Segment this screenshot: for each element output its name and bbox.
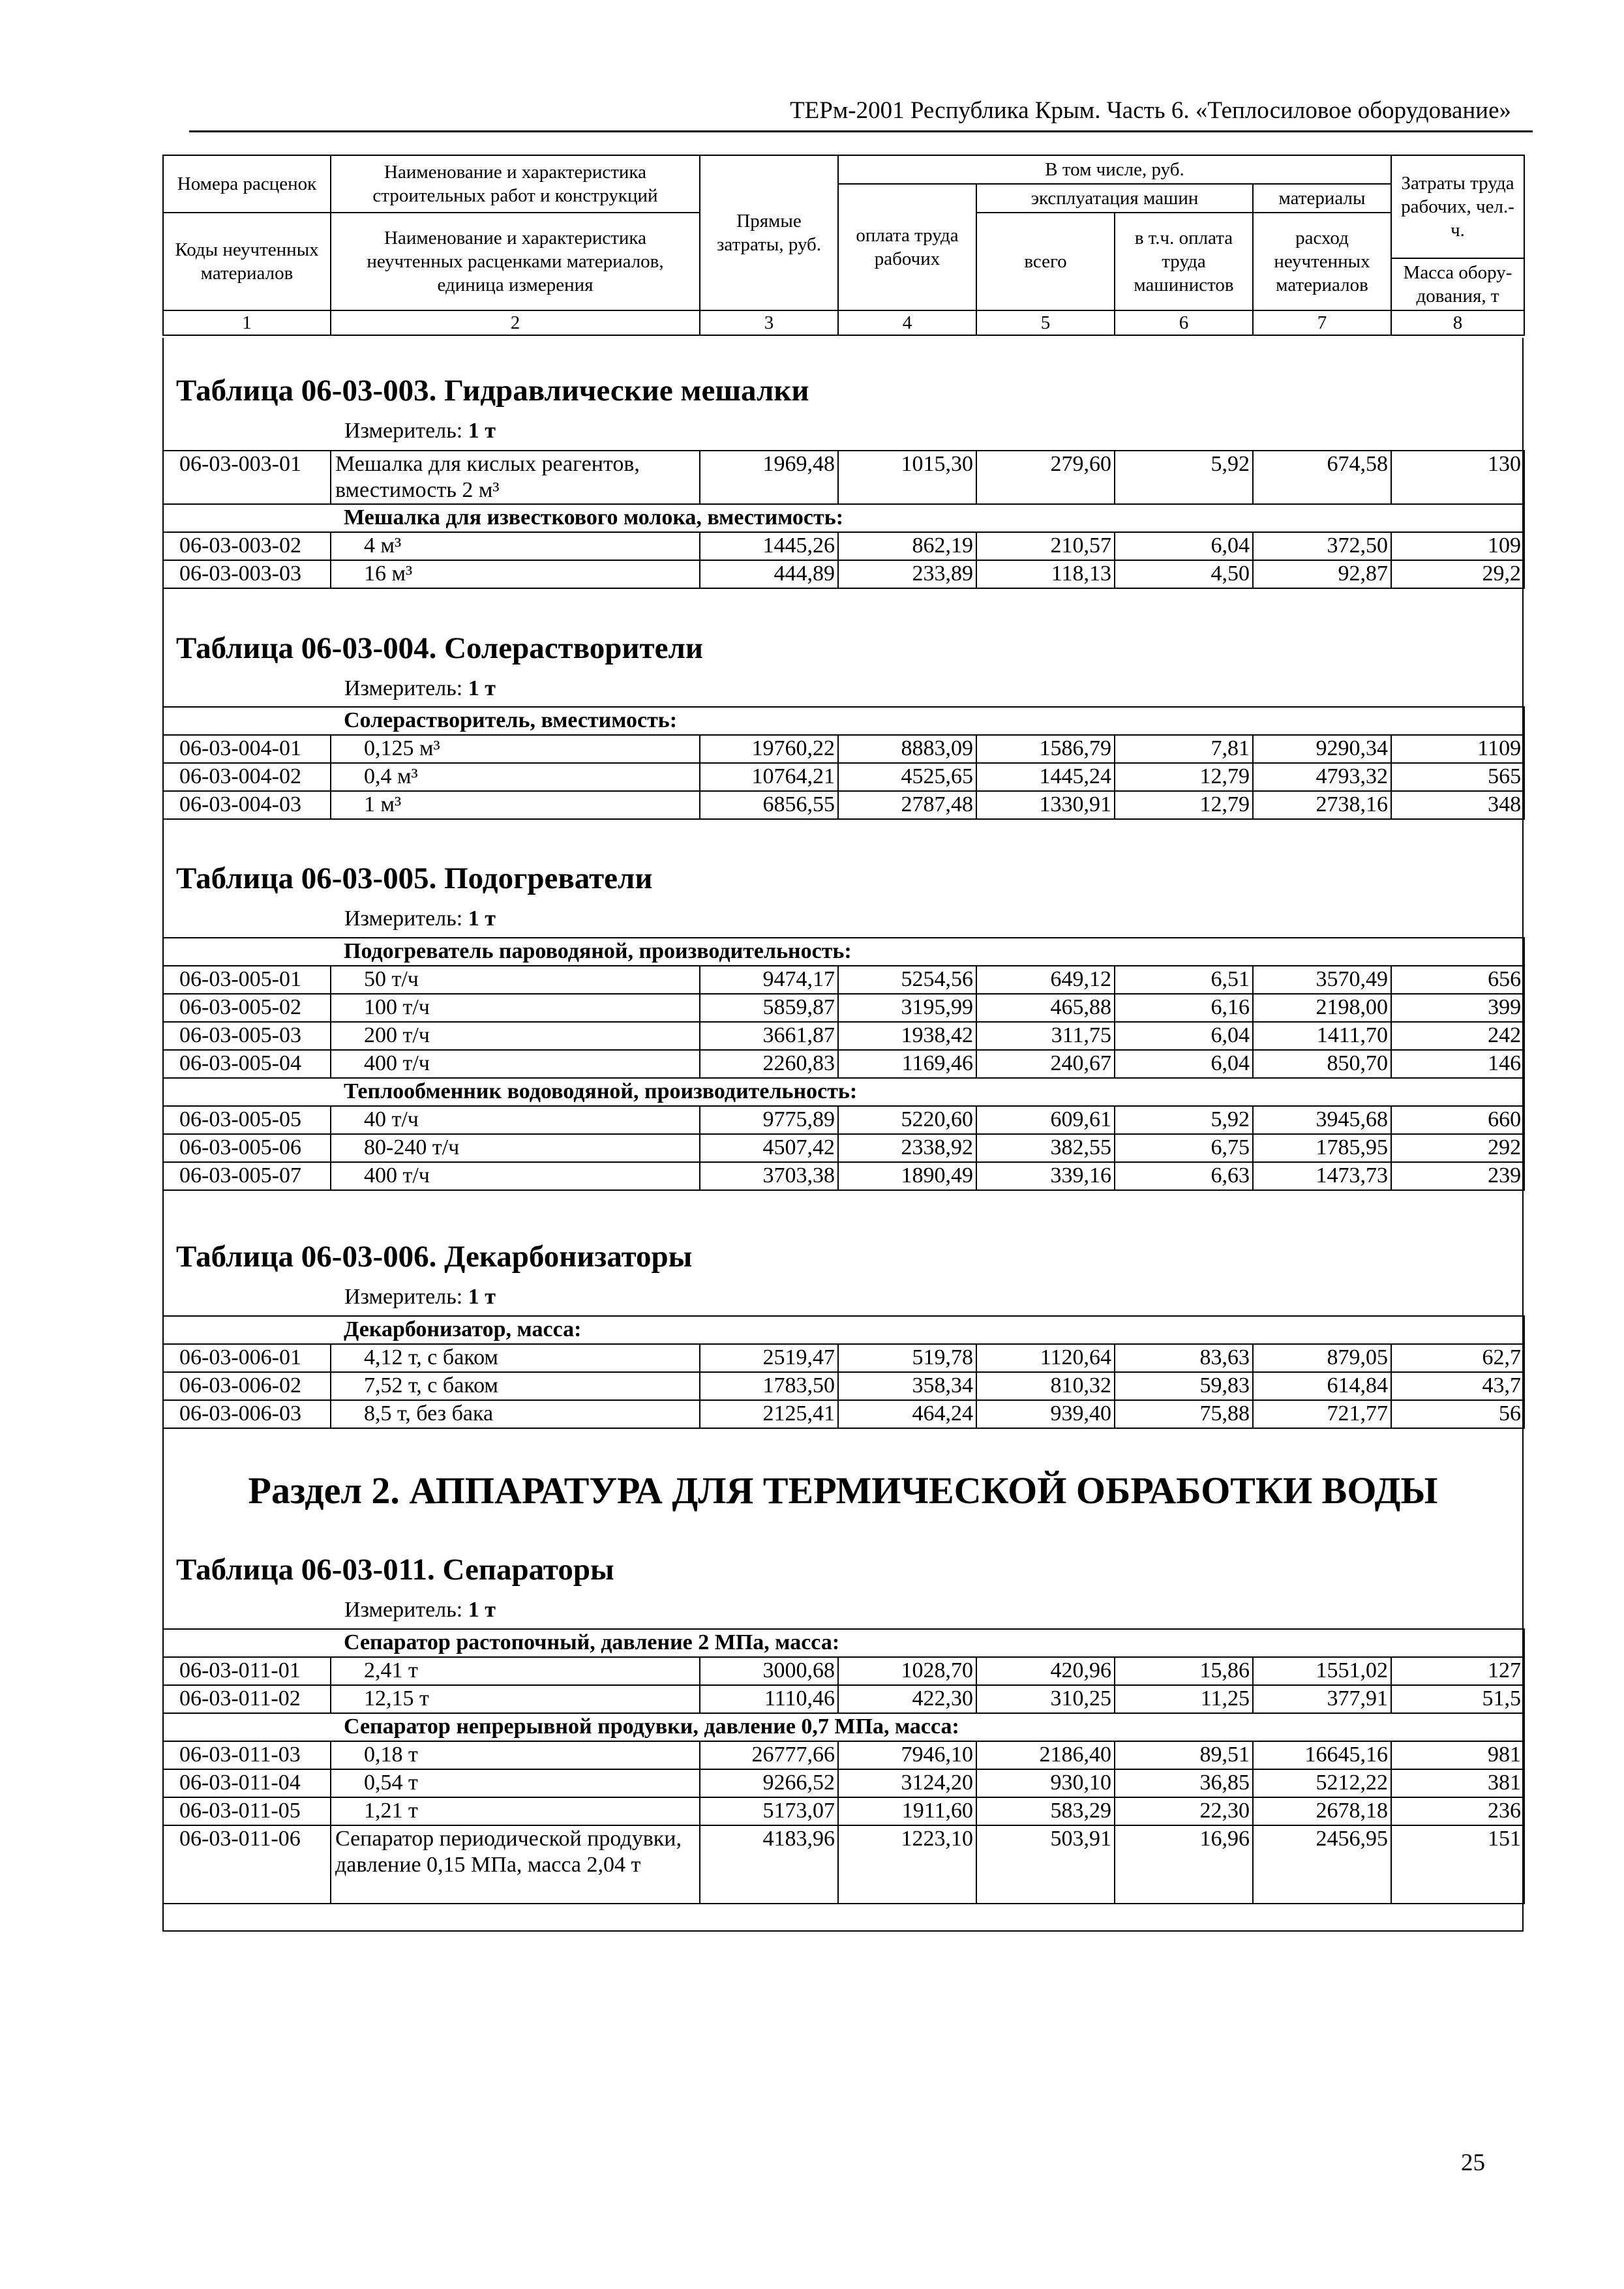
machinists-labor: 22,30	[1115, 1797, 1253, 1825]
labor-cost: 464,24	[838, 1400, 976, 1428]
col-number: 4	[838, 310, 976, 335]
col3-header: Прямые затраты, руб.	[700, 155, 838, 310]
group-label: Теплообменник водоводяной, производительность:	[163, 1078, 1524, 1106]
direct-cost: 3000,68	[700, 1657, 838, 1685]
labor-cost: 1015,30	[838, 451, 976, 504]
materials-cost: 850,70	[1253, 1050, 1391, 1078]
rate-name: 7,52 т, с баком	[331, 1372, 700, 1400]
rate-code: 06-03-003-02	[163, 532, 331, 560]
labor-cost: 233,89	[838, 560, 976, 588]
machinists-labor: 83,63	[1115, 1344, 1253, 1372]
col-number: 1	[163, 310, 331, 335]
rate-name: 1,21 т	[331, 1797, 700, 1825]
machines-total: 382,55	[976, 1134, 1115, 1162]
rate-name: 2,41 т	[331, 1657, 700, 1685]
rate-name: 1 м³	[331, 791, 700, 819]
machinists-labor: 36,85	[1115, 1769, 1253, 1797]
table-row	[163, 1022, 1524, 1050]
materials-cost: 1473,73	[1253, 1162, 1391, 1190]
rate-name: 8,5 т, без бака	[331, 1400, 700, 1428]
running-header: ТЕРм-2001 Республика Крым. Часть 6. «Теплосиловое оборудование»	[790, 97, 1511, 124]
labor-cost: 358,34	[838, 1372, 976, 1400]
labor-hours: 656	[1391, 966, 1524, 994]
table-row	[163, 1685, 1524, 1713]
table-row	[163, 1134, 1524, 1162]
machines-total: 1445,24	[976, 763, 1115, 791]
machinists-labor: 6,04	[1115, 1050, 1253, 1078]
machinists-labor: 89,51	[1115, 1741, 1253, 1769]
machinists-labor: 59,83	[1115, 1372, 1253, 1400]
rate-name: 80-240 т/ч	[331, 1134, 700, 1162]
rate-code: 06-03-005-03	[163, 1022, 331, 1050]
direct-cost: 5859,87	[700, 994, 838, 1022]
rate-code: 06-03-005-07	[163, 1162, 331, 1190]
direct-cost: 1783,50	[700, 1372, 838, 1400]
materials-cost: 2678,18	[1253, 1797, 1391, 1825]
machines-total: 465,88	[976, 994, 1115, 1022]
labor-cost: 1911,60	[838, 1797, 976, 1825]
group-row	[163, 1629, 1524, 1657]
col5-header: всего	[976, 213, 1115, 310]
labor-cost: 8883,09	[838, 735, 976, 763]
labor-cost: 1890,49	[838, 1162, 976, 1190]
rate-name: 0,4 м³	[331, 763, 700, 791]
labor-cost: 3195,99	[838, 994, 976, 1022]
labor-hours: 1109	[1391, 735, 1524, 763]
group-label: Сепаратор растопочный, давление 2 МПа, масса:	[163, 1629, 1524, 1657]
materials-cost: 2198,00	[1253, 994, 1391, 1022]
rate-code: 06-03-003-01	[163, 451, 331, 504]
materials-cost: 1411,70	[1253, 1022, 1391, 1050]
rate-name: 200 т/ч	[331, 1022, 700, 1050]
table-row	[163, 1400, 1524, 1428]
materials-cost: 614,84	[1253, 1372, 1391, 1400]
rate-name: 50 т/ч	[331, 966, 700, 994]
machines-total: 583,29	[976, 1797, 1115, 1825]
direct-cost: 3661,87	[700, 1022, 838, 1050]
machines-total: 118,13	[976, 560, 1115, 588]
materials-cost: 372,50	[1253, 532, 1391, 560]
table-title: Таблица 06-03-011. Сепараторы	[176, 1553, 614, 1587]
labor-hours: 348	[1391, 791, 1524, 819]
labor-hours: 151	[1391, 1825, 1524, 1904]
col1-header-top: Номера расценок	[163, 155, 331, 213]
materials-cost: 3945,68	[1253, 1106, 1391, 1134]
machinists-labor: 75,88	[1115, 1400, 1253, 1428]
materials-cost: 9290,34	[1253, 735, 1391, 763]
column-header-table	[162, 155, 1525, 336]
rates-table	[162, 450, 1525, 589]
table-row	[163, 1106, 1524, 1134]
rate-code: 06-03-011-06	[163, 1825, 331, 1904]
labor-hours: 981	[1391, 1741, 1524, 1769]
rate-code: 06-03-006-01	[163, 1344, 331, 1372]
group-row	[163, 707, 1524, 735]
table-row	[163, 1372, 1524, 1400]
materials-cost: 2738,16	[1253, 791, 1391, 819]
page-number: 25	[1461, 2149, 1485, 2176]
machines-total: 2186,40	[976, 1741, 1115, 1769]
rate-code: 06-03-006-03	[163, 1400, 331, 1428]
labor-hours: 130	[1391, 451, 1524, 504]
machinists-labor: 16,96	[1115, 1825, 1253, 1904]
labor-cost: 1223,10	[838, 1825, 976, 1904]
machines-total: 1586,79	[976, 735, 1115, 763]
table-row	[163, 966, 1524, 994]
materials-cost: 1551,02	[1253, 1657, 1391, 1685]
group-row	[163, 504, 1524, 532]
unit-line: Измеритель: 1 т	[344, 676, 496, 700]
labor-cost: 1169,46	[838, 1050, 976, 1078]
rate-name: Мешалка для кислых реагентов, вместимость 2 м³	[331, 451, 700, 504]
rate-code: 06-03-011-02	[163, 1685, 331, 1713]
labor-cost: 5220,60	[838, 1106, 976, 1134]
materials-cost: 674,58	[1253, 451, 1391, 504]
header-rule	[189, 130, 1533, 132]
machinists-labor: 12,79	[1115, 791, 1253, 819]
materials-cost: 2456,95	[1253, 1825, 1391, 1904]
labor-hours: 62,7	[1391, 1344, 1524, 1372]
labor-hours: 292	[1391, 1134, 1524, 1162]
unit-line: Измеритель: 1 т	[344, 419, 496, 443]
labor-hours: 242	[1391, 1022, 1524, 1050]
rate-code: 06-03-005-01	[163, 966, 331, 994]
group-label: Мешалка для известкового молока, вместимость:	[163, 504, 1524, 532]
labor-cost: 5254,56	[838, 966, 976, 994]
direct-cost: 1445,26	[700, 532, 838, 560]
materials-cost: 721,77	[1253, 1400, 1391, 1428]
materials-cost: 377,91	[1253, 1685, 1391, 1713]
direct-cost: 2519,47	[700, 1344, 838, 1372]
direct-cost: 2260,83	[700, 1050, 838, 1078]
direct-cost: 5173,07	[700, 1797, 838, 1825]
unit-line: Измеритель: 1 т	[344, 906, 496, 931]
labor-hours: 236	[1391, 1797, 1524, 1825]
machinists-labor: 4,50	[1115, 560, 1253, 588]
direct-cost: 444,89	[700, 560, 838, 588]
col8-header-top: Затраты труда рабочих, чел.-ч.	[1391, 155, 1524, 258]
machines-total: 279,60	[976, 451, 1115, 504]
col1-header-bottom: Коды неучтенных материалов	[163, 213, 331, 310]
labor-hours: 56	[1391, 1400, 1524, 1428]
machines-total: 930,10	[976, 1769, 1115, 1797]
machines-total: 310,25	[976, 1685, 1115, 1713]
rate-code: 06-03-003-03	[163, 560, 331, 588]
labor-hours: 399	[1391, 994, 1524, 1022]
col-number: 6	[1115, 310, 1253, 335]
machines-total: 210,57	[976, 532, 1115, 560]
labor-hours: 29,2	[1391, 560, 1524, 588]
table-row	[163, 1741, 1524, 1769]
col-number: 8	[1391, 310, 1524, 335]
rates-table	[162, 706, 1525, 820]
table-row	[163, 1657, 1524, 1685]
machinists-labor: 6,16	[1115, 994, 1253, 1022]
table-title: Таблица 06-03-004. Солерастворители	[176, 631, 703, 665]
part-title: Раздел 2. АППАРАТУРА ДЛЯ ТЕРМИЧЕСКОЙ ОБРАБОТКИ ВОДЫ	[248, 1469, 1438, 1512]
col7-header: расход неучтенных материалов	[1253, 213, 1391, 310]
direct-cost: 1110,46	[700, 1685, 838, 1713]
machines-total: 503,91	[976, 1825, 1115, 1904]
materials-cost: 879,05	[1253, 1344, 1391, 1372]
rate-name: 40 т/ч	[331, 1106, 700, 1134]
table-row	[163, 1050, 1524, 1078]
rate-code: 06-03-005-06	[163, 1134, 331, 1162]
table-title: Таблица 06-03-006. Декарбонизаторы	[176, 1240, 693, 1274]
col6-header: в т.ч. оплата труда машинистов	[1115, 213, 1253, 310]
rate-code: 06-03-011-01	[163, 1657, 331, 1685]
table-row	[163, 1769, 1524, 1797]
labor-cost: 3124,20	[838, 1769, 976, 1797]
machinists-labor: 6,51	[1115, 966, 1253, 994]
labor-cost: 519,78	[838, 1344, 976, 1372]
machinists-labor: 12,79	[1115, 763, 1253, 791]
labor-cost: 1938,42	[838, 1022, 976, 1050]
col8-header-bottom: Масса обору-дования, т	[1391, 258, 1524, 310]
rate-name: 16 м³	[331, 560, 700, 588]
table-row	[163, 451, 1524, 504]
group-label: Сепаратор непрерывной продувки, давление 0,7 МПа, масса:	[163, 1713, 1524, 1741]
machines-total: 339,16	[976, 1162, 1115, 1190]
col-number: 3	[700, 310, 838, 335]
machines-total: 649,12	[976, 966, 1115, 994]
table-row	[163, 532, 1524, 560]
direct-cost: 3703,38	[700, 1162, 838, 1190]
rate-code: 06-03-011-05	[163, 1797, 331, 1825]
rate-code: 06-03-006-02	[163, 1372, 331, 1400]
direct-cost: 9474,17	[700, 966, 838, 994]
rate-code: 06-03-004-03	[163, 791, 331, 819]
direct-cost: 6856,55	[700, 791, 838, 819]
rate-code: 06-03-011-04	[163, 1769, 331, 1797]
machinists-labor: 6,63	[1115, 1162, 1253, 1190]
table-title: Таблица 06-03-003. Гидравлические мешалки	[176, 374, 809, 408]
labor-cost: 2787,48	[838, 791, 976, 819]
materials-cost: 4793,32	[1253, 763, 1391, 791]
machines-header: эксплуатация машин	[976, 184, 1253, 213]
labor-hours: 239	[1391, 1162, 1524, 1190]
rate-code: 06-03-005-04	[163, 1050, 331, 1078]
materials-cost: 1785,95	[1253, 1134, 1391, 1162]
materials-cost: 16645,16	[1253, 1741, 1391, 1769]
rate-name: 100 т/ч	[331, 994, 700, 1022]
col2-header-top: Наименование и характеристика строительных работ и конструкций	[331, 155, 700, 213]
unit-line: Измеритель: 1 т	[344, 1598, 496, 1622]
labor-cost: 1028,70	[838, 1657, 976, 1685]
labor-hours: 381	[1391, 1769, 1524, 1797]
rate-name: 0,18 т	[331, 1741, 700, 1769]
direct-cost: 1969,48	[700, 451, 838, 504]
machines-total: 810,32	[976, 1372, 1115, 1400]
group-row	[163, 1078, 1524, 1106]
machines-total: 939,40	[976, 1400, 1115, 1428]
table-title: Таблица 06-03-005. Подогреватели	[176, 861, 653, 895]
rates-table	[162, 937, 1525, 1191]
rate-name: 4 м³	[331, 532, 700, 560]
direct-cost: 4507,42	[700, 1134, 838, 1162]
table-row	[163, 1344, 1524, 1372]
direct-cost: 9775,89	[700, 1106, 838, 1134]
table-row	[163, 763, 1524, 791]
machinists-labor: 5,92	[1115, 451, 1253, 504]
labor-hours: 127	[1391, 1657, 1524, 1685]
included-header: В том числе, руб.	[838, 155, 1391, 184]
rate-code: 06-03-004-01	[163, 735, 331, 763]
labor-cost: 4525,65	[838, 763, 976, 791]
direct-cost: 10764,21	[700, 763, 838, 791]
rate-name: 0,125 м³	[331, 735, 700, 763]
labor-hours: 146	[1391, 1050, 1524, 1078]
machinists-labor: 11,25	[1115, 1685, 1253, 1713]
group-label: Декарбонизатор, масса:	[163, 1316, 1524, 1344]
materials-cost: 5212,22	[1253, 1769, 1391, 1797]
machinists-labor: 15,86	[1115, 1657, 1253, 1685]
materials-cost: 3570,49	[1253, 966, 1391, 994]
table-row	[163, 735, 1524, 763]
rates-table	[162, 1315, 1525, 1429]
rate-name: 400 т/ч	[331, 1162, 700, 1190]
col4-header: оплата труда рабочих	[838, 184, 976, 310]
labor-hours: 660	[1391, 1106, 1524, 1134]
table-row	[163, 560, 1524, 588]
machines-total: 240,67	[976, 1050, 1115, 1078]
labor-cost: 2338,92	[838, 1134, 976, 1162]
group-label: Солерастворитель, вместимость:	[163, 707, 1524, 735]
direct-cost: 26777,66	[700, 1741, 838, 1769]
col2-header-bottom: Наименование и характеристика неучтенных расценками материалов, единица измерения	[331, 213, 700, 310]
materials-header: материалы	[1253, 184, 1391, 213]
labor-cost: 422,30	[838, 1685, 976, 1713]
rate-name: Сепаратор периодической продувки, давление 0,15 МПа, масса 2,04 т	[331, 1825, 700, 1904]
rate-name: 12,15 т	[331, 1685, 700, 1713]
table-row	[163, 791, 1524, 819]
rate-name: 0,54 т	[331, 1769, 700, 1797]
materials-cost: 92,87	[1253, 560, 1391, 588]
labor-hours: 565	[1391, 763, 1524, 791]
machines-total: 1120,64	[976, 1344, 1115, 1372]
machinists-labor: 5,92	[1115, 1106, 1253, 1134]
machines-total: 420,96	[976, 1657, 1115, 1685]
direct-cost: 9266,52	[700, 1769, 838, 1797]
direct-cost: 19760,22	[700, 735, 838, 763]
direct-cost: 2125,41	[700, 1400, 838, 1428]
rate-code: 06-03-005-05	[163, 1106, 331, 1134]
labor-hours: 43,7	[1391, 1372, 1524, 1400]
unit-line: Измеритель: 1 т	[344, 1285, 496, 1309]
labor-cost: 7946,10	[838, 1741, 976, 1769]
machinists-labor: 6,04	[1115, 532, 1253, 560]
machinists-labor: 7,81	[1115, 735, 1253, 763]
machines-total: 311,75	[976, 1022, 1115, 1050]
rate-code: 06-03-011-03	[163, 1741, 331, 1769]
labor-hours: 51,5	[1391, 1685, 1524, 1713]
table-row	[163, 1162, 1524, 1190]
machines-total: 1330,91	[976, 791, 1115, 819]
table-row	[163, 1797, 1524, 1825]
machines-total: 609,61	[976, 1106, 1115, 1134]
labor-hours: 109	[1391, 532, 1524, 560]
machinists-labor: 6,75	[1115, 1134, 1253, 1162]
rate-code: 06-03-004-02	[163, 763, 331, 791]
col-number: 7	[1253, 310, 1391, 335]
labor-cost: 862,19	[838, 532, 976, 560]
direct-cost: 4183,96	[700, 1825, 838, 1904]
group-row	[163, 1713, 1524, 1741]
table-row	[163, 1825, 1524, 1904]
rates-table	[162, 1628, 1525, 1904]
col-number: 5	[976, 310, 1115, 335]
group-row	[163, 938, 1524, 966]
rate-name: 400 т/ч	[331, 1050, 700, 1078]
rate-code: 06-03-005-02	[163, 994, 331, 1022]
col-number: 2	[331, 310, 700, 335]
rate-name: 4,12 т, с баком	[331, 1344, 700, 1372]
group-label: Подогреватель пароводяной, производительность:	[163, 938, 1524, 966]
machinists-labor: 6,04	[1115, 1022, 1253, 1050]
group-row	[163, 1316, 1524, 1344]
table-row	[163, 994, 1524, 1022]
